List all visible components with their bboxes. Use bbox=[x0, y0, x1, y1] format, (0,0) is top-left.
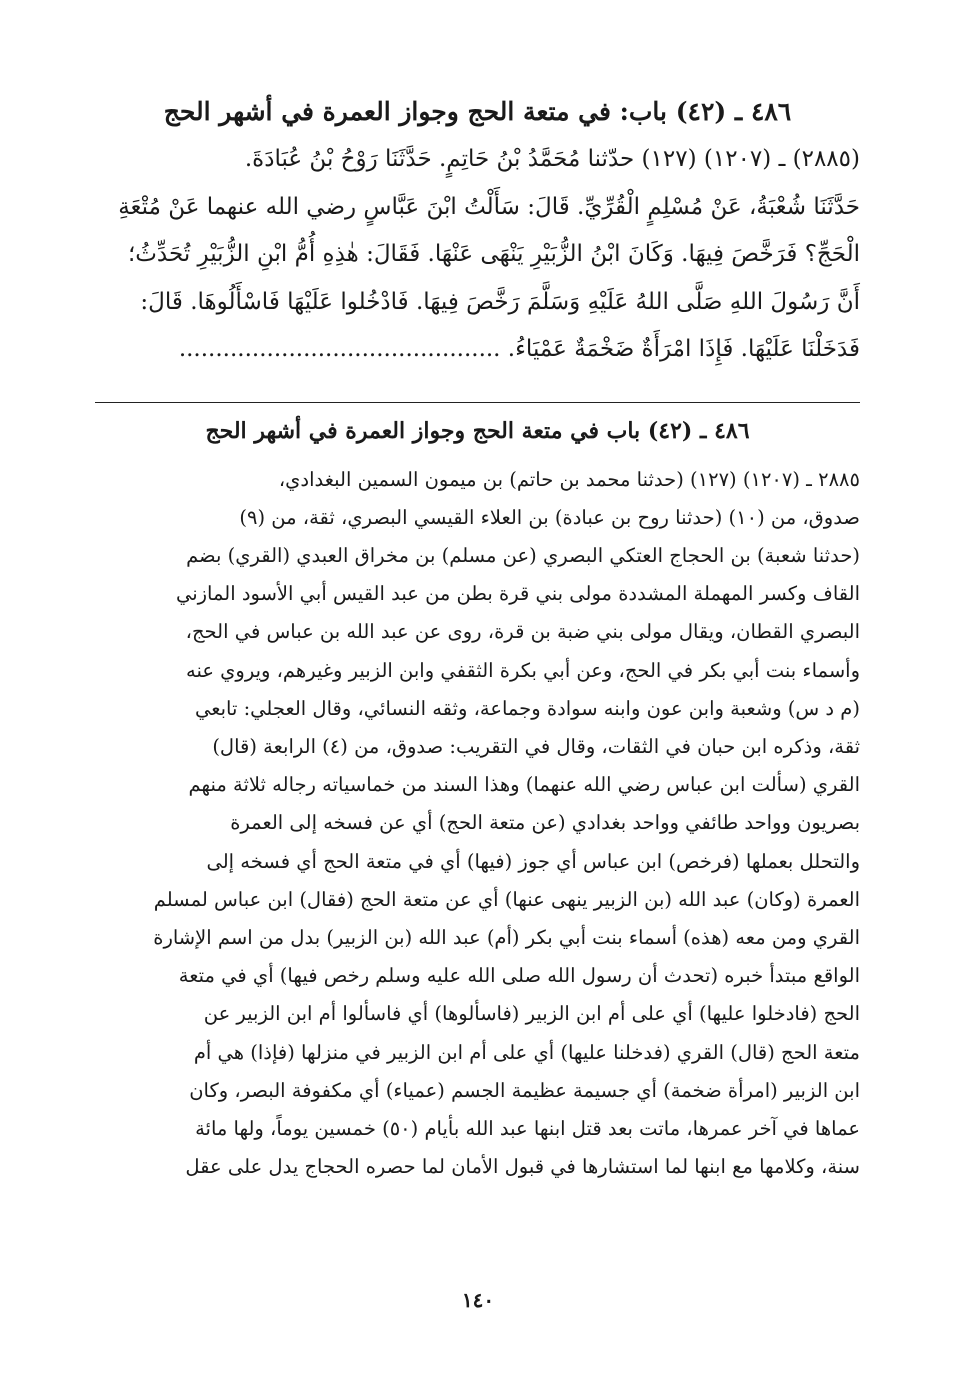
commentary-line: ثقة، وذكره ابن حبان في الثقات، وقال في التقريب: صدوق، من (٤) الرابعة (قال) bbox=[212, 734, 860, 758]
commentary-text bbox=[95, 461, 860, 1187]
commentary-line: صدوق، من (١٠) (حدثنا روح بن عبادة) بن العلاء القيسي البصري، ثقة، من (٩) bbox=[239, 505, 860, 529]
commentary-line: البصري القطان، ويقال مولى بني ضبة بن قرة، روى عن عبد الله بن عباس في الحج، bbox=[185, 620, 860, 644]
commentary-line: عماها في آخر عمرها، ماتت بعد قتل ابنها عبد الله بأيام (٥٠) خمسين يوماً، ولها مائة bbox=[195, 1116, 860, 1140]
hadith-line: حَدَّثَنَا شُعْبَةُ، عَنْ مُسْلِمٍ الْقُرِّيِّ. قَالَ: سَأَلْتُ ابْنَ عَبَّاسٍ رضي الله عنهما عَنْ مُتْعَةِ bbox=[118, 193, 860, 220]
commentary-line: (م د س) وشعبة وابن عون وابنه سوادة وجماعة، وثقه النسائي، وقال العجلي: تابعي bbox=[194, 696, 860, 720]
commentary-line: ابن الزبير (امرأة ضخمة) أي جسيمة عظيمة الجسم (عمياء) أي مكفوفة البصر، وكان bbox=[189, 1078, 860, 1102]
hadith-line: (٢٨٨٥) ـ (١٢٠٧) (١٢٧) حدّثنا مُحَمَّدُ بْنُ حَاتِمٍ. حَدَّثَنَا رَوْحُ بْنُ عُبَادَةَ. bbox=[244, 146, 860, 172]
commentary-line: بصريون وواحد طائفي وواحد بغدادي (عن متعة الحج) أي عن فسخه إلى العمرة bbox=[230, 811, 860, 835]
section-divider bbox=[95, 402, 860, 403]
hadith-text bbox=[95, 136, 860, 374]
hadith-line: أَنَّ رَسُولَ اللهِ صَلَّى اللهُ عَلَيْهِ وَسَلَّمَ رَخَّصَ فِيهَا. فَادْخُلوا عَلَيْهَا فَاسْأَلُوهَا. قَالَ: bbox=[140, 288, 860, 315]
commentary-line: القاف وكسر المهملة المشددة مولى بني قرة بطن من عبد القيس أبي الأسود المازني bbox=[175, 582, 860, 606]
commentary-line: سنة، وكلامها مع ابنها لما استشارها في قبول الأمان لما حصره الحجاج يدل على عقل bbox=[185, 1155, 860, 1179]
page-number: ١٤٠ bbox=[461, 1288, 495, 1312]
commentary-line: القري ومن معه (هذه) أسماء بنت أبي بكر (أم) عبد الله (بن الزبير) بدل من اسم الإشارة bbox=[153, 925, 860, 949]
commentary-line: الواقع مبتدأ خبره (تحدث أن رسول الله صلى الله عليه وسلم رخص فيها) أي في متعة bbox=[178, 964, 860, 988]
commentary-line: القري (سألت ابن عباس رضي الله عنهما) وهذا السند من خماسياته رجاله ثلاثة منهم bbox=[188, 773, 860, 797]
commentary-line: العمرة (وكان) عبد الله (بن الزبير ينهى عنها) أي عن متعة الحج (فقال) ابن عباس لمسلم bbox=[153, 887, 860, 911]
hadith-line: الْحَجِّ؟ فَرَخَّصَ فِيهَا. وَكَانَ ابْنُ الزُّبَيْرِ يَنْهَى عَنْهَا. فَقَالَ: هٰذِهِ أُمُّ ابْنِ الزُّبَيْرِ تُحَدِّثُ؛ bbox=[127, 241, 860, 267]
chapter-heading: ٤٨٦ ـ (٤٢) باب: في متعة الحج وجواز العمرة في أشهر الحج bbox=[163, 97, 792, 126]
commentary-heading: ٤٨٦ ـ (٤٢) باب في متعة الحج وجواز العمرة في أشهر الحج bbox=[205, 417, 750, 444]
commentary-line: والتحلل بعملها (فرخص) ابن عباس أي جوز (فيها) أي في متعة الحج أي فسخه إلى bbox=[206, 849, 860, 873]
hadith-line: فَدَخَلْنَا عَلَيْهَا. فَإِذَا امْرَأَةٌ ضَخْمَةٌ عَمْيَاءُ. ............................................ bbox=[178, 336, 860, 362]
commentary-line: الحج (فادخلوا عليها) أي على أم ابن الزبير (فاسألوها) أي فاسألوا أم ابن الزبير عن bbox=[203, 1002, 860, 1026]
commentary-line: ٢٨٨٥ ـ (١٢٠٧) (١٢٧) (حدثنا محمد بن حاتم) بن ميمون السمين البغدادي، bbox=[278, 467, 860, 491]
commentary-line: متعة الحج (قال) القري (فدخلنا عليها) أي على أم ابن الزبير في منزلها (فإذا) هي أم bbox=[193, 1040, 860, 1064]
commentary-line: (حدثنا شعبة) بن الحجاج العتكي البصري (عن مسلم) بن مخراق العبدي (القري) بضم bbox=[186, 543, 860, 567]
commentary-line: وأسماء بنت أبي بكر في الحج، وعن أبي بكرة الثقفي وابن الزبير وغيرهم، ويروي عنه bbox=[185, 658, 860, 682]
book-page bbox=[95, 90, 860, 1186]
